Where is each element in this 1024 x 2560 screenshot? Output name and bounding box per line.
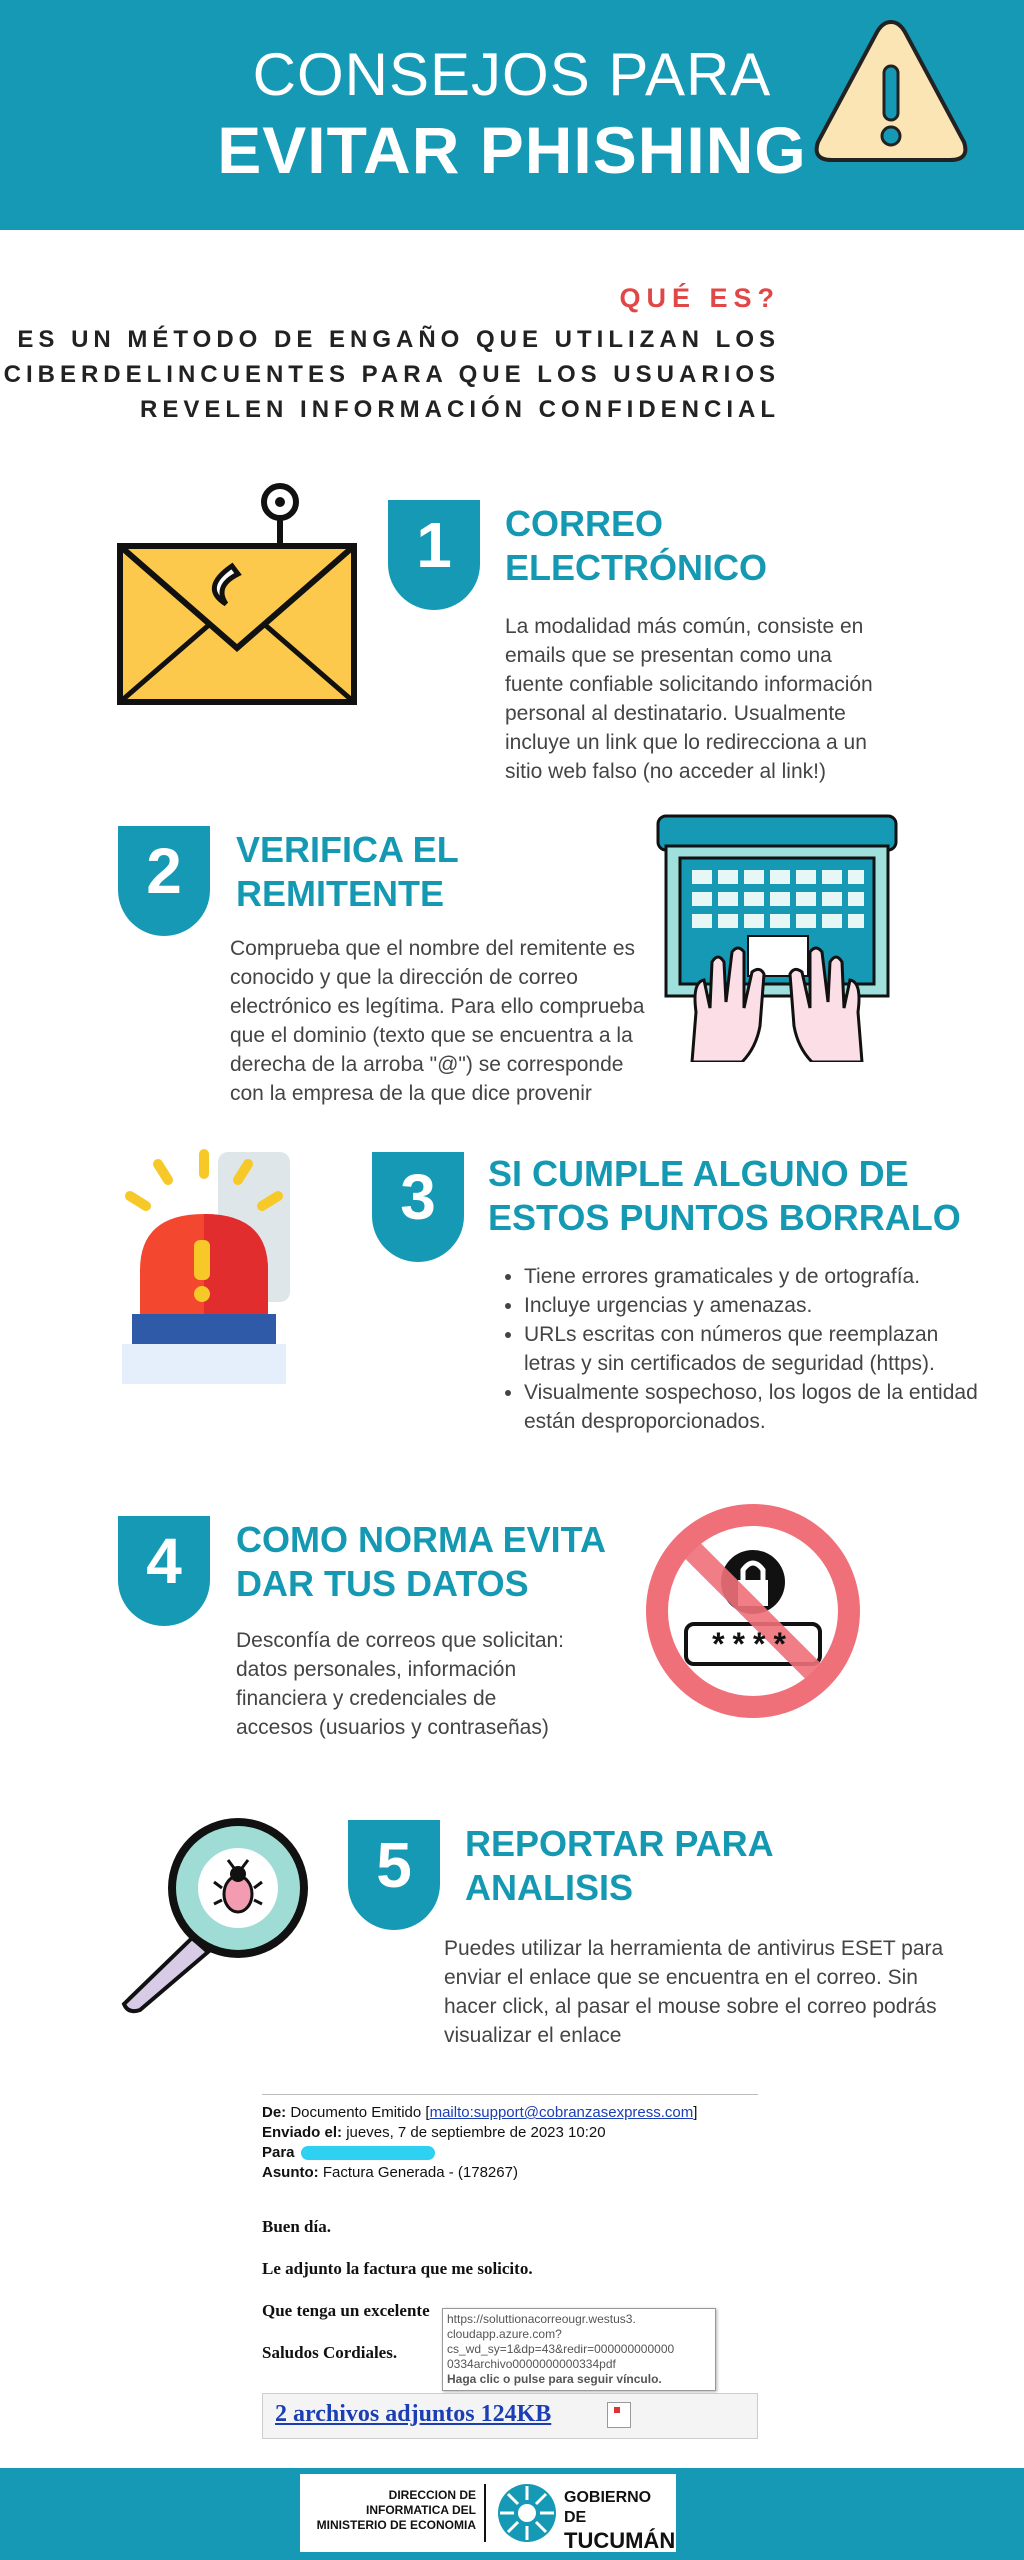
title-line: COMO NORMA EVITA: [236, 1519, 606, 1560]
bullet-text: • Visualmente sospechoso, los logos de la entidad: [524, 1381, 978, 1404]
email-body-line[interactable]: Que tenga un excelente: [262, 2301, 430, 2320]
step-number: 1: [416, 509, 452, 581]
sent-value: jueves, 7 de septiembre de 2023 10:20: [346, 2124, 606, 2141]
email-to-row: [262, 2143, 758, 2163]
bullet-text: letras y sin certificados de seguridad (https).: [524, 1352, 935, 1375]
laptop-keyboard-icon: [652, 812, 902, 1062]
subject-label: Asunto:: [262, 2164, 319, 2181]
intro-line: REVELEN INFORMACIÓN CONFIDENCIAL: [140, 396, 780, 423]
body-line: accesos (usuarios y contraseñas): [236, 1716, 549, 1739]
siren-alarm-icon: [118, 1140, 290, 1390]
to-label: Para: [262, 2144, 295, 2161]
magnifier-bug-icon: [118, 1808, 348, 2018]
body-line: emails que se presentan como una: [505, 644, 832, 667]
body-line: derecha de la arroba "@") se corresponde: [230, 1053, 624, 1076]
body-line: incluye un link que lo redirecciona a un: [505, 731, 867, 754]
title-line: ESTOS PUNTOS BORRALO: [488, 1197, 961, 1238]
email-greeting: Buen día.: [262, 2217, 331, 2236]
body-line: electrónico es legítima. Para ello comprueba: [230, 995, 645, 1018]
password-mask: ****: [712, 1626, 794, 1662]
attachment-file-icon[interactable]: [607, 2402, 631, 2428]
from-close: ]: [693, 2104, 698, 2121]
logo-text: DIRECCION DE: [388, 2488, 476, 2502]
title-line: DAR TUS DATOS: [236, 1563, 529, 1604]
step-number: 4: [146, 1525, 182, 1597]
section-body-no-data: [236, 1626, 616, 1742]
body-line: Desconfía de correos que solicitan:: [236, 1629, 565, 1652]
list-item: [524, 1262, 998, 1291]
bullet-text: • Tiene errores gramaticales y de ortografía.: [524, 1265, 921, 1288]
warning-triangle-icon: [808, 14, 974, 172]
section-body-report: [444, 1934, 984, 2050]
body-line: fuente confiable solicitando información: [505, 673, 873, 696]
title-line: REPORTAR PARA: [465, 1823, 774, 1864]
warning-signs-list: [498, 1262, 998, 1436]
email-subject-row: [262, 2163, 758, 2183]
logo-text: TUCUMÁN: [564, 2528, 676, 2553]
step-number: 2: [146, 835, 182, 907]
subject-value: Factura Generada - (178267): [322, 2164, 518, 2181]
bullet-text: • Incluye urgencias y amenazas.: [524, 1294, 813, 1317]
section-title-report: [465, 1822, 774, 1910]
intro-definition: [4, 322, 780, 427]
bullet-text: • URLs escritas con números que reemplazan: [524, 1323, 939, 1346]
body-line: financiera y credenciales de: [236, 1687, 497, 1710]
title-line: ANALISIS: [465, 1867, 634, 1908]
from-value: Documento Emitido [: [290, 2104, 430, 2121]
body-line: La modalidad más común, consiste en: [505, 615, 864, 638]
body-line: conocido y que la dirección de correo: [230, 966, 578, 989]
link-hover-tooltip: [442, 2308, 716, 2391]
body-line: con la empresa de la que dice provenir: [230, 1082, 592, 1105]
title-line: REMITENTE: [236, 873, 445, 914]
body-line: hacer click, al pasar el mouse sobre el correo podrás: [444, 1995, 937, 2018]
no-password-sharing-icon: [642, 1500, 864, 1722]
title-line: CORREO: [505, 503, 664, 544]
footer-logo-box: [300, 2474, 676, 2552]
email-body-line: Le adjunto la factura que me solicito.: [262, 2259, 533, 2278]
intro-question: QUÉ ES?: [619, 283, 780, 313]
phishing-envelope-icon: [110, 478, 362, 710]
step-number: 5: [376, 1829, 412, 1901]
tucuman-sun-emblem-icon: [496, 2482, 558, 2544]
step-badge-3: [372, 1152, 464, 1264]
body-line: que el dominio (texto que se encuentra a la: [230, 1024, 633, 1047]
tooltip-hint: Haga clic o pulse para seguir vínculo.: [447, 2372, 662, 2386]
section-title-verify-sender: [236, 828, 459, 916]
logo-text: MINISTERIO DE ECONOMIA: [316, 2518, 476, 2532]
redacted-recipient: [301, 2146, 435, 2160]
body-line: personal al destinatario. Usualmente: [505, 702, 846, 725]
section-body-verify-sender: [230, 934, 670, 1108]
email-from-row: [262, 2103, 758, 2123]
attachments-link[interactable]: 2 archivos adjuntos 124KB: [275, 2401, 552, 2427]
title-line: ELECTRÓNICO: [505, 547, 768, 588]
section-title-delete: [488, 1152, 961, 1240]
email-sent-row: [262, 2123, 758, 2143]
tooltip-url: 0334archivo0000000000334pdf: [447, 2357, 616, 2371]
phishing-email-example: [262, 2094, 758, 2439]
tooltip-url: cloudapp.azure.com?: [447, 2327, 562, 2341]
step-badge-1: [388, 500, 480, 612]
section-title-no-data: [236, 1518, 606, 1606]
body-line: datos personales, información: [236, 1658, 517, 1681]
sent-label: Enviado el:: [262, 2124, 343, 2141]
gobierno-tucuman-logo: [564, 2488, 674, 2554]
logo-text: INFORMATICA DEL: [366, 2503, 476, 2517]
from-label: De:: [262, 2104, 287, 2121]
title-line: SI CUMPLE ALGUNO DE: [488, 1153, 909, 1194]
tooltip-url: https://soluttionacorreougr.westus3.: [447, 2312, 636, 2326]
bullet-text: están desproporcionados.: [524, 1410, 766, 1433]
list-item: [524, 1378, 998, 1436]
step-badge-2: [118, 826, 210, 938]
step-badge-5: [348, 1820, 440, 1932]
body-line: enviar el enlace que se encuentra en el correo. Sin: [444, 1966, 918, 1989]
attachments-bar: [262, 2393, 758, 2439]
header-title-line2: EVITAR PHISHING: [217, 113, 807, 187]
title-line: VERIFICA EL: [236, 829, 459, 870]
step-badge-4: [118, 1516, 210, 1628]
email-closing: Saludos Cordiales.: [262, 2343, 398, 2362]
logo-text: GOBIERNO DE: [564, 2489, 652, 2526]
sender-link[interactable]: mailto:support@cobranzasexpress.com: [429, 2104, 694, 2121]
tooltip-url: cs_wd_sy=1&dp=43&redir=000000000000: [447, 2342, 675, 2356]
intro-line: ES UN MÉTODO DE ENGAÑO QUE UTILIZAN LOS: [17, 326, 780, 353]
step-number: 3: [400, 1161, 436, 1233]
list-item: [524, 1320, 998, 1378]
body-line: sitio web falso (no acceder al link!): [505, 760, 826, 783]
intro-line: CIBERDELINCUENTES PARA QUE LOS USUARIOS: [3, 361, 780, 388]
direccion-informatica-logo: [304, 2488, 476, 2533]
list-item: [524, 1291, 998, 1320]
section-body-email: [505, 612, 925, 786]
header-title-line1: CONSEJOS PARA: [252, 41, 772, 108]
section-title-email: [505, 502, 767, 590]
logo-divider: [484, 2484, 486, 2542]
email-divider: [262, 2094, 758, 2095]
body-line: Puedes utilizar la herramienta de antivirus ESET para: [444, 1937, 944, 1960]
body-line: Comprueba que el nombre del remitente es: [230, 937, 636, 960]
body-line: visualizar el enlace: [444, 2024, 622, 2047]
